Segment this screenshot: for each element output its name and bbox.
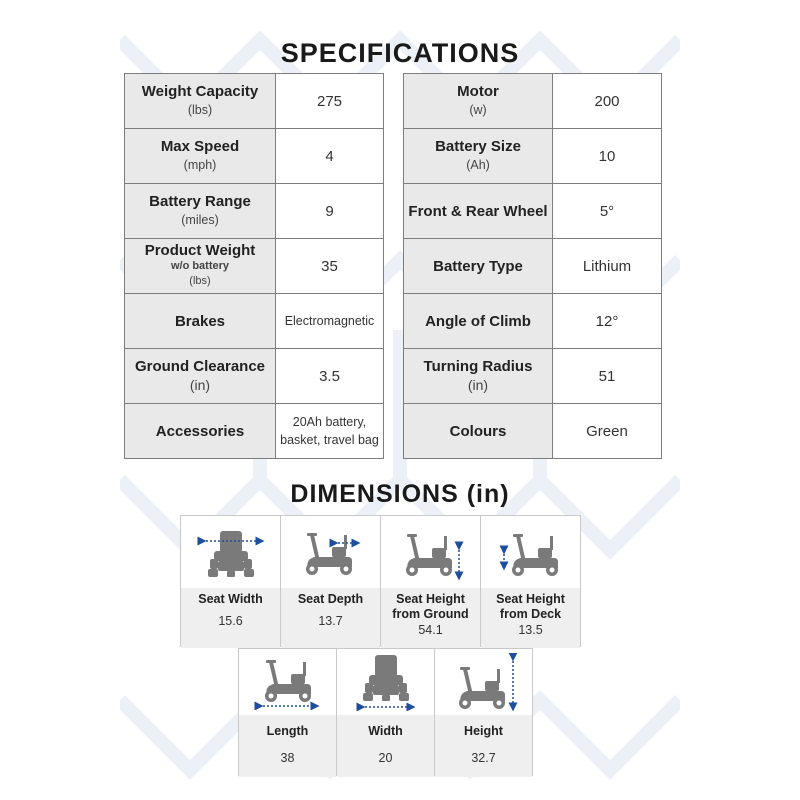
dimension-height [434, 648, 533, 776]
spec-value: 35 [276, 239, 384, 294]
spec-label: Angle of Climb [404, 294, 553, 349]
spec-label: Product Weight w/o battery (lbs) [125, 239, 276, 294]
dimension-label: from Ground [392, 607, 469, 621]
scooter-side-height-icon [449, 653, 519, 711]
spec-value: Green [553, 404, 662, 459]
spec-value: 20Ah battery, basket, travel bag [276, 404, 384, 459]
spec-row [404, 294, 662, 349]
scooter-side-deck-height-icon [496, 524, 566, 580]
dimension-seat-depth [280, 515, 381, 647]
spec-label: Battery Range (miles) [125, 184, 276, 239]
scooter-front-width-icon [196, 525, 266, 579]
scooter-side-seat-depth-icon [296, 525, 366, 579]
dimension-width [336, 648, 435, 776]
spec-row [404, 129, 662, 184]
spec-row [125, 404, 384, 459]
dimension-label: from Deck [499, 607, 562, 621]
dimension-value: 15.6 [218, 614, 243, 628]
spec-value: 9 [276, 184, 384, 239]
spec-label: Accessories [125, 404, 276, 459]
dimension-label: Length [266, 724, 309, 738]
dimensions-title: DIMENSIONS (in) [290, 480, 510, 508]
dimension-value: 13.7 [318, 614, 343, 628]
dimension-label: Height [464, 724, 503, 738]
spec-row [404, 404, 662, 459]
spec-label: Ground Clearance (in) [125, 349, 276, 404]
dimension-value: 13.5 [518, 623, 543, 637]
specifications-title: SPECIFICATIONS [280, 38, 520, 68]
spec-row [125, 129, 384, 184]
dimension-label: Seat Height [396, 592, 465, 606]
spec-row [404, 74, 662, 129]
dimension-value: 38 [280, 751, 295, 765]
spec-value: Lithium [553, 239, 662, 294]
dimension-length [238, 648, 337, 776]
dimension-label: Width [368, 724, 403, 738]
scooter-front-width-icon [351, 653, 421, 711]
spec-label: Battery Size (Ah) [404, 129, 553, 184]
spec-value: 275 [276, 74, 384, 129]
spec-value: 200 [553, 74, 662, 129]
dimension-label: Seat Width [198, 592, 263, 606]
spec-row [404, 349, 662, 404]
spec-label: Turning Radius (in) [404, 349, 553, 404]
spec-row [125, 239, 384, 294]
spec-label: Motor (w) [404, 74, 553, 129]
scooter-side-seat-height-icon [396, 524, 466, 580]
spec-table-left [124, 73, 384, 459]
dimension-seat-height-from-ground [380, 515, 481, 647]
spec-label: Front & Rear Wheel [404, 184, 553, 239]
spec-value: 10 [553, 129, 662, 184]
dimensions-row-1 [181, 515, 581, 647]
spec-value: 3.5 [276, 349, 384, 404]
spec-label: Max Speed (mph) [125, 129, 276, 184]
spec-label: Battery Type [404, 239, 553, 294]
spec-row [404, 184, 662, 239]
spec-value: 51 [553, 349, 662, 404]
dimension-seat-width [180, 515, 281, 647]
dimension-seat-height-from-deck [480, 515, 581, 647]
spec-label: Colours [404, 404, 553, 459]
dimensions-row-2 [239, 648, 533, 776]
spec-value: Electromagnetic [276, 294, 384, 349]
spec-row [125, 294, 384, 349]
spec-row [125, 74, 384, 129]
spec-value: 12° [553, 294, 662, 349]
spec-row [404, 239, 662, 294]
dimension-value: 32.7 [471, 751, 496, 765]
dimension-label: Seat Height [496, 592, 565, 606]
spec-row [125, 349, 384, 404]
spec-row [125, 184, 384, 239]
dimension-label: Seat Depth [297, 592, 364, 606]
scooter-side-length-icon [253, 654, 323, 710]
spec-label: Brakes [125, 294, 276, 349]
spec-label: Weight Capacity (lbs) [125, 74, 276, 129]
spec-table-right [403, 73, 662, 459]
spec-value: 5° [553, 184, 662, 239]
spec-value: 4 [276, 129, 384, 184]
dimension-value: 20 [378, 751, 393, 765]
dimension-value: 54.1 [418, 623, 443, 637]
